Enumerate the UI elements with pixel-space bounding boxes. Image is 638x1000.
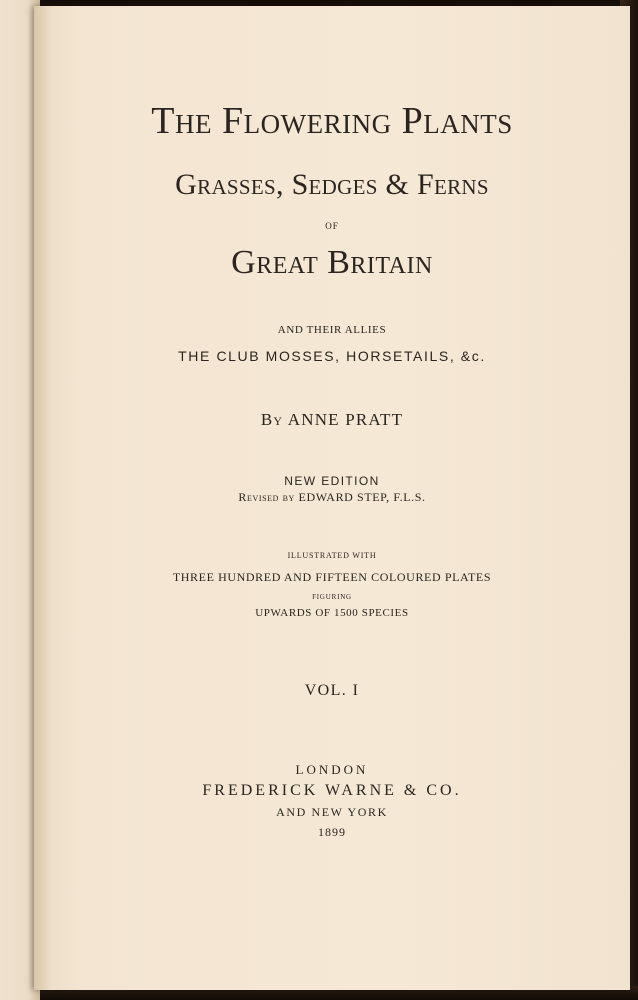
volume-number: VOL. I bbox=[304, 682, 360, 699]
author-line: By ANNE PRATT bbox=[260, 410, 404, 429]
illustrated-with: ILLUSTRATED WITH bbox=[287, 551, 377, 560]
title-page-content bbox=[34, 6, 630, 990]
imprint-place: LONDON bbox=[295, 762, 369, 777]
title-page bbox=[34, 6, 630, 990]
edition-label: NEW EDITION bbox=[284, 474, 380, 488]
title-line-2: Grasses, Sedges & Ferns bbox=[175, 168, 489, 201]
plates-line: THREE HUNDRED AND FIFTEEN COLOURED PLATES bbox=[172, 570, 492, 584]
title-of: OF bbox=[325, 221, 339, 231]
title-line-1: The Flowering Plants bbox=[151, 100, 513, 142]
imprint-publisher: FREDERICK WARNE & CO. bbox=[202, 782, 462, 799]
allies-subtitle-large: THE CLUB MOSSES, HORSETAILS, &c. bbox=[178, 348, 486, 364]
species-line: UPWARDS OF 1500 SPECIES bbox=[255, 607, 409, 619]
allies-subtitle-small: AND THEIR ALLIES bbox=[277, 324, 387, 336]
reviser-line: Revised by EDWARD STEP, F.L.S. bbox=[238, 490, 426, 504]
figuring-line: FIGURING bbox=[312, 593, 352, 601]
imprint-cities: AND NEW YORK bbox=[276, 805, 388, 819]
title-line-3: Great Britain bbox=[231, 244, 433, 281]
imprint-year: 1899 bbox=[318, 825, 346, 839]
